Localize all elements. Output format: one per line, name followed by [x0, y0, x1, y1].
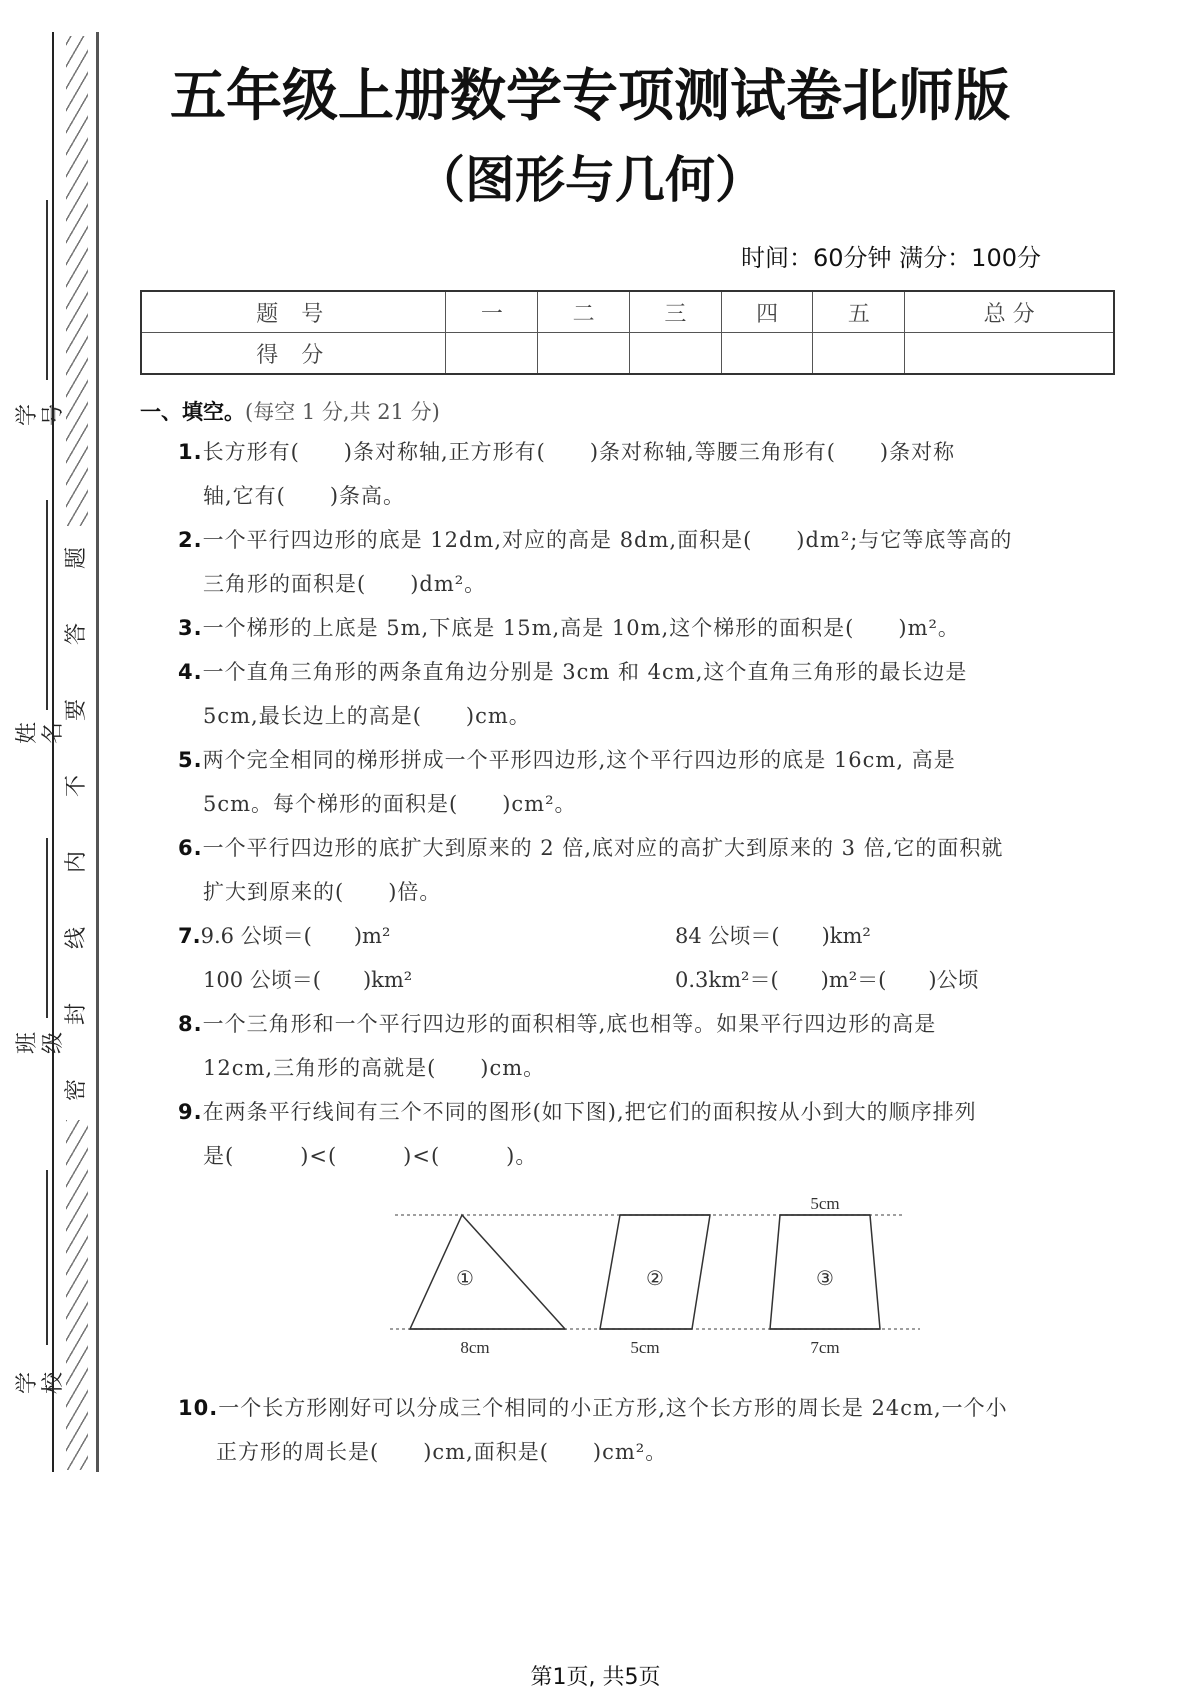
header-cell: 三 [629, 291, 721, 333]
question-text: 一个直角三角形的两条直角边分别是 3cm 和 4cm,这个直角三角形的最长边是 [202, 660, 968, 684]
name-underline[interactable] [46, 500, 48, 710]
question-text: 是( )<( )<( )。 [203, 1144, 538, 1168]
page-title: 五年级上册数学专项测试卷北师版 [170, 64, 1010, 129]
question-text: 84 公顷＝( )km² [675, 924, 871, 948]
question-number: 4. [178, 660, 203, 684]
score-cell[interactable] [446, 333, 538, 375]
question-text: 一个长方形刚好可以分成三个相同的小正方形,这个长方形的周长是 24cm,一个小 [218, 1396, 1008, 1420]
score-cell[interactable] [721, 333, 813, 375]
seal-char: 密 [64, 1079, 89, 1102]
shape-label-1: ① [456, 1266, 474, 1290]
header-cell: 四 [721, 291, 813, 333]
question-6 [178, 826, 1113, 914]
score-table-header-row [141, 291, 1114, 333]
header-cell: 二 [538, 291, 630, 333]
class-underline[interactable] [46, 838, 48, 1018]
section-heading [140, 396, 440, 426]
question-7b [675, 914, 871, 958]
seal-notice [65, 520, 89, 1128]
margin-border-left [52, 32, 54, 1472]
question-9 [178, 1090, 1113, 1178]
question-text: 一个平行四边形的底扩大到原来的 2 倍,底对应的高扩大到原来的 3 倍,它的面积就 [202, 836, 1004, 860]
page-number: 第1页, 共5页 [530, 1665, 661, 1690]
hatch-bottom [66, 1120, 88, 1470]
section-note: (每空 1 分,共 21 分) [245, 400, 440, 424]
seal-char: 答 [64, 623, 89, 646]
question-4 [178, 650, 1113, 738]
shape-label-2: ② [646, 1266, 664, 1290]
shapes-diagram [375, 1195, 935, 1375]
question-number: 6. [178, 836, 203, 860]
question-text: 5cm,最长边上的高是( )cm。 [203, 704, 531, 728]
question-text: 一个梯形的上底是 5m,下底是 15m,高是 10m,这个梯形的面积是( )m²。 [202, 616, 960, 640]
question-7d [675, 958, 979, 1002]
class-label: 班级 [15, 1032, 66, 1055]
question-number: 5. [178, 748, 203, 772]
row-label: 得 分 [141, 333, 446, 375]
student-id-label: 学号 [15, 404, 66, 427]
header-cell: 五 [813, 291, 905, 333]
parallel-lines-figure [375, 1195, 935, 1375]
question-text: 0.3km²＝( )m²＝( )公顷 [675, 968, 979, 992]
question-3 [178, 606, 1113, 650]
question-8 [178, 1002, 1113, 1090]
question-number: 7. [178, 924, 201, 948]
question-1 [178, 430, 1113, 518]
question-text: 在两条平行线间有三个不同的图形(如下图),把它们的面积按从小到大的顺序排列 [202, 1100, 977, 1124]
score-cell[interactable] [538, 333, 630, 375]
question-2 [178, 518, 1113, 606]
triangle-shape [410, 1215, 565, 1329]
question-10 [178, 1386, 1113, 1474]
score-cell[interactable] [905, 333, 1114, 375]
seal-char: 内 [64, 851, 89, 874]
question-number: 1. [178, 440, 203, 464]
seal-char: 线 [64, 927, 89, 950]
header-cell: 题 号 [141, 291, 446, 333]
score-cell[interactable] [629, 333, 721, 375]
question-number: 8. [178, 1012, 203, 1036]
student-id-underline[interactable] [46, 200, 48, 380]
section-title: 一、填空。 [140, 400, 245, 424]
school-label: 学校 [15, 1372, 66, 1395]
seal-char: 要 [64, 699, 89, 722]
question-text: 两个完全相同的梯形拼成一个平形四边形,这个平行四边形的底是 16cm, 高是 [202, 748, 956, 772]
question-text: 12cm,三角形的高就是( )cm。 [203, 1056, 546, 1080]
question-text: 扩大到原来的( )倍。 [203, 880, 442, 904]
question-7 [178, 914, 390, 958]
question-5 [178, 738, 1113, 826]
question-number: 2. [178, 528, 203, 552]
page-subtitle: （图形与几何） [415, 151, 765, 209]
name-label: 姓名 [15, 722, 66, 745]
score-table-score-row [141, 333, 1114, 375]
question-text: 100 公顷＝( )km² [203, 968, 413, 992]
seal-char: 题 [64, 547, 89, 570]
header-cell: 一 [446, 291, 538, 333]
question-text: 9.6 公顷＝( )m² [200, 924, 391, 948]
triangle-base-label: 8cm [460, 1338, 490, 1357]
question-number: 9. [178, 1100, 203, 1124]
binding-margin [0, 0, 110, 1684]
question-text: 三角形的面积是( )dm²。 [203, 572, 487, 596]
question-text: 一个平行四边形的底是 12dm,对应的高是 8dm,面积是( )dm²;与它等底等高的 [202, 528, 1013, 552]
question-number: 3. [178, 616, 203, 640]
question-7c [203, 958, 412, 1002]
seal-char: 封 [64, 1003, 89, 1026]
question-text: 长方形有( )条对称轴,正方形有( )条对称轴,等腰三角形有( )条对称 [202, 440, 956, 464]
parallelogram-base-label: 5cm [630, 1338, 660, 1357]
question-number: 10. [178, 1396, 219, 1420]
school-underline[interactable] [46, 1170, 48, 1345]
trapezoid-base-label: 7cm [810, 1338, 840, 1357]
header-cell: 总 分 [905, 291, 1114, 333]
question-text: 5cm。每个梯形的面积是( )cm²。 [203, 792, 577, 816]
score-cell[interactable] [813, 333, 905, 375]
score-table [140, 290, 1115, 375]
question-text: 轴,它有( )条高。 [203, 484, 406, 508]
question-text: 正方形的周长是( )cm,面积是( )cm²。 [216, 1440, 668, 1464]
question-text: 一个三角形和一个平行四边形的面积相等,底也相等。如果平行四边形的高是 [202, 1012, 937, 1036]
shape-label-3: ③ [816, 1266, 834, 1290]
exam-meta: 时间：60分钟 满分：100分 [741, 244, 1041, 272]
seal-char: 不 [64, 775, 89, 798]
trapezoid-top-label: 5cm [810, 1195, 840, 1213]
hatch-top [66, 36, 88, 526]
margin-border-right [96, 32, 99, 1472]
